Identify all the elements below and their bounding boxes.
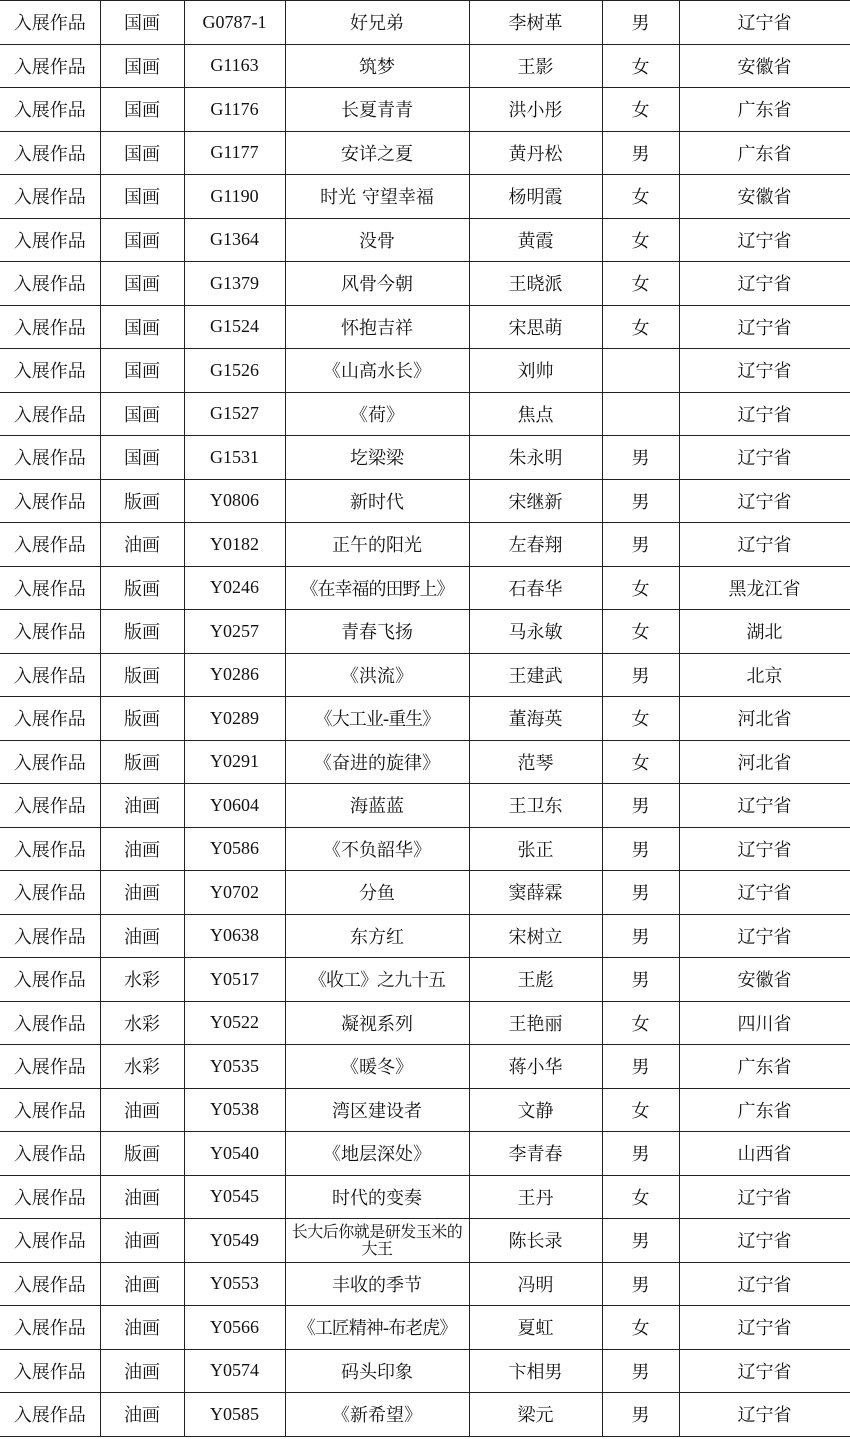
table-row xyxy=(0,523,850,567)
medium-cell: 油画 xyxy=(100,914,184,958)
gender-cell: 女 xyxy=(602,262,679,306)
province-cell: 辽宁省 xyxy=(679,523,850,567)
category-cell: 入展作品 xyxy=(0,305,100,349)
province-cell: 辽宁省 xyxy=(679,1175,850,1219)
category-cell: 入展作品 xyxy=(0,1262,100,1306)
artwork-title-cell: 《地层深处》 xyxy=(285,1132,469,1176)
category-cell: 入展作品 xyxy=(0,784,100,828)
artwork-title-cell: 《洪流》 xyxy=(285,653,469,697)
entry-code-cell: Y0553 xyxy=(184,1262,285,1306)
category-cell: 入展作品 xyxy=(0,1132,100,1176)
gender-cell: 男 xyxy=(602,784,679,828)
entry-code-cell: Y0604 xyxy=(184,784,285,828)
medium-cell: 国画 xyxy=(100,392,184,436)
entry-code-cell: G1176 xyxy=(184,88,285,132)
artist-name-cell: 洪小彤 xyxy=(469,88,602,132)
entry-code-cell: Y0638 xyxy=(184,914,285,958)
gender-cell: 男 xyxy=(602,1045,679,1089)
artwork-title-cell: 长夏青青 xyxy=(285,88,469,132)
category-cell: 入展作品 xyxy=(0,740,100,784)
entry-code-cell: Y0517 xyxy=(184,958,285,1002)
artwork-title-cell: 时代的变奏 xyxy=(285,1175,469,1219)
entry-code-cell: Y0522 xyxy=(184,1001,285,1045)
category-cell: 入展作品 xyxy=(0,349,100,393)
table-row xyxy=(0,871,850,915)
artwork-title-cell: 凝视系列 xyxy=(285,1001,469,1045)
medium-cell: 版画 xyxy=(100,697,184,741)
medium-cell: 国画 xyxy=(100,1,184,45)
medium-cell: 版画 xyxy=(100,740,184,784)
gender-cell: 男 xyxy=(602,1393,679,1437)
artwork-title-cell: 《奋进的旋律》 xyxy=(285,740,469,784)
artist-name-cell: 王彪 xyxy=(469,958,602,1002)
gender-cell: 男 xyxy=(602,479,679,523)
entry-code-cell: Y0538 xyxy=(184,1088,285,1132)
entry-code-cell: G1379 xyxy=(184,262,285,306)
medium-cell: 国画 xyxy=(100,305,184,349)
table-row xyxy=(0,218,850,262)
gender-cell: 女 xyxy=(602,610,679,654)
gender-cell: 男 xyxy=(602,871,679,915)
province-cell: 四川省 xyxy=(679,1001,850,1045)
entry-code-cell: Y0574 xyxy=(184,1349,285,1393)
medium-cell: 油画 xyxy=(100,871,184,915)
category-cell: 入展作品 xyxy=(0,610,100,654)
gender-cell xyxy=(602,392,679,436)
artist-name-cell: 冯明 xyxy=(469,1262,602,1306)
artist-name-cell: 卞相男 xyxy=(469,1349,602,1393)
table-row xyxy=(0,784,850,828)
province-cell: 广东省 xyxy=(679,131,850,175)
medium-cell: 油画 xyxy=(100,1175,184,1219)
artist-name-cell: 宋继新 xyxy=(469,479,602,523)
artwork-title-cell: 筑梦 xyxy=(285,44,469,88)
province-cell: 辽宁省 xyxy=(679,305,850,349)
artwork-title-cell: 好兄弟 xyxy=(285,1,469,45)
province-cell: 河北省 xyxy=(679,740,850,784)
artist-name-cell: 左春翔 xyxy=(469,523,602,567)
gender-cell: 男 xyxy=(602,523,679,567)
table-row xyxy=(0,740,850,784)
province-cell: 辽宁省 xyxy=(679,871,850,915)
gender-cell xyxy=(602,349,679,393)
category-cell: 入展作品 xyxy=(0,914,100,958)
category-cell: 入展作品 xyxy=(0,827,100,871)
province-cell: 广东省 xyxy=(679,88,850,132)
gender-cell: 男 xyxy=(602,436,679,480)
artist-name-cell: 文静 xyxy=(469,1088,602,1132)
category-cell: 入展作品 xyxy=(0,436,100,480)
table-row xyxy=(0,262,850,306)
artist-name-cell: 范琴 xyxy=(469,740,602,784)
entry-code-cell: Y0182 xyxy=(184,523,285,567)
entry-code-cell: Y0286 xyxy=(184,653,285,697)
medium-cell: 油画 xyxy=(100,1393,184,1437)
entry-code-cell: Y0585 xyxy=(184,1393,285,1437)
table-row xyxy=(0,392,850,436)
artist-name-cell: 蒋小华 xyxy=(469,1045,602,1089)
artist-name-cell: 王晓派 xyxy=(469,262,602,306)
entry-code-cell: Y0535 xyxy=(184,1045,285,1089)
entry-code-cell: G0787-1 xyxy=(184,1,285,45)
table-row xyxy=(0,44,850,88)
category-cell: 入展作品 xyxy=(0,1349,100,1393)
artwork-title-cell: 怀抱吉祥 xyxy=(285,305,469,349)
medium-cell: 国画 xyxy=(100,131,184,175)
artwork-title-cell: 分鱼 xyxy=(285,871,469,915)
entry-code-cell: Y0586 xyxy=(184,827,285,871)
category-cell: 入展作品 xyxy=(0,871,100,915)
entry-code-cell: G1163 xyxy=(184,44,285,88)
entry-code-cell: Y0806 xyxy=(184,479,285,523)
category-cell: 入展作品 xyxy=(0,1393,100,1437)
category-cell: 入展作品 xyxy=(0,1306,100,1350)
artist-name-cell: 张正 xyxy=(469,827,602,871)
category-cell: 入展作品 xyxy=(0,1045,100,1089)
gender-cell: 男 xyxy=(602,653,679,697)
province-cell: 安徽省 xyxy=(679,958,850,1002)
artist-name-cell: 陈长录 xyxy=(469,1219,602,1263)
medium-cell: 国画 xyxy=(100,44,184,88)
artist-name-cell: 王艳丽 xyxy=(469,1001,602,1045)
gender-cell: 女 xyxy=(602,566,679,610)
entry-code-cell: G1531 xyxy=(184,436,285,480)
table-body xyxy=(0,1,850,1437)
medium-cell: 版画 xyxy=(100,479,184,523)
table-row xyxy=(0,1219,850,1263)
medium-cell: 国画 xyxy=(100,88,184,132)
gender-cell: 女 xyxy=(602,88,679,132)
province-cell: 辽宁省 xyxy=(679,262,850,306)
table-row xyxy=(0,479,850,523)
artwork-title-cell: 丰收的季节 xyxy=(285,1262,469,1306)
category-cell: 入展作品 xyxy=(0,175,100,219)
province-cell: 辽宁省 xyxy=(679,1,850,45)
artwork-title-cell: 时光 守望幸福 xyxy=(285,175,469,219)
province-cell: 辽宁省 xyxy=(679,827,850,871)
artist-name-cell: 王丹 xyxy=(469,1175,602,1219)
province-cell: 辽宁省 xyxy=(679,1219,850,1263)
artwork-title-cell: 长大后你就是研发玉米的大王 xyxy=(285,1219,469,1263)
medium-cell: 油画 xyxy=(100,784,184,828)
gender-cell: 女 xyxy=(602,697,679,741)
category-cell: 入展作品 xyxy=(0,218,100,262)
medium-cell: 国画 xyxy=(100,218,184,262)
table-row xyxy=(0,1,850,45)
province-cell: 湖北 xyxy=(679,610,850,654)
artwork-title-cell: 没骨 xyxy=(285,218,469,262)
medium-cell: 油画 xyxy=(100,523,184,567)
table-row xyxy=(0,349,850,393)
category-cell: 入展作品 xyxy=(0,392,100,436)
medium-cell: 油画 xyxy=(100,1349,184,1393)
artwork-title-cell: 安详之夏 xyxy=(285,131,469,175)
table-row xyxy=(0,1393,850,1437)
artist-name-cell: 李青春 xyxy=(469,1132,602,1176)
artist-name-cell: 黄丹松 xyxy=(469,131,602,175)
category-cell: 入展作品 xyxy=(0,653,100,697)
artwork-title-cell: 《山高水长》 xyxy=(285,349,469,393)
artwork-title-cell: 《荷》 xyxy=(285,392,469,436)
province-cell: 安徽省 xyxy=(679,44,850,88)
medium-cell: 版画 xyxy=(100,653,184,697)
category-cell: 入展作品 xyxy=(0,1001,100,1045)
artist-name-cell: 马永敏 xyxy=(469,610,602,654)
province-cell: 广东省 xyxy=(679,1088,850,1132)
province-cell: 辽宁省 xyxy=(679,1349,850,1393)
province-cell: 安徽省 xyxy=(679,175,850,219)
medium-cell: 油画 xyxy=(100,1088,184,1132)
province-cell: 山西省 xyxy=(679,1132,850,1176)
gender-cell: 女 xyxy=(602,1306,679,1350)
medium-cell: 国画 xyxy=(100,349,184,393)
artist-name-cell: 焦点 xyxy=(469,392,602,436)
artist-name-cell: 朱永明 xyxy=(469,436,602,480)
table-row xyxy=(0,958,850,1002)
table-row xyxy=(0,88,850,132)
artist-name-cell: 王建武 xyxy=(469,653,602,697)
medium-cell: 油画 xyxy=(100,1262,184,1306)
entry-code-cell: G1527 xyxy=(184,392,285,436)
table-row xyxy=(0,436,850,480)
province-cell: 北京 xyxy=(679,653,850,697)
gender-cell: 女 xyxy=(602,305,679,349)
table-row xyxy=(0,1088,850,1132)
table-row xyxy=(0,131,850,175)
artwork-title-cell: 《不负韶华》 xyxy=(285,827,469,871)
province-cell: 辽宁省 xyxy=(679,1393,850,1437)
medium-cell: 水彩 xyxy=(100,1045,184,1089)
medium-cell: 国画 xyxy=(100,175,184,219)
province-cell: 辽宁省 xyxy=(679,436,850,480)
province-cell: 广东省 xyxy=(679,1045,850,1089)
category-cell: 入展作品 xyxy=(0,1088,100,1132)
category-cell: 入展作品 xyxy=(0,1219,100,1263)
gender-cell: 男 xyxy=(602,1,679,45)
entry-code-cell: G1190 xyxy=(184,175,285,219)
entry-code-cell: Y0291 xyxy=(184,740,285,784)
artist-name-cell: 杨明霞 xyxy=(469,175,602,219)
table-row xyxy=(0,697,850,741)
artist-name-cell: 黄霞 xyxy=(469,218,602,262)
medium-cell: 版画 xyxy=(100,1132,184,1176)
artist-name-cell: 宋树立 xyxy=(469,914,602,958)
table-row xyxy=(0,566,850,610)
province-cell: 河北省 xyxy=(679,697,850,741)
artwork-title-cell: 《在幸福的田野上》 xyxy=(285,566,469,610)
medium-cell: 油画 xyxy=(100,1306,184,1350)
medium-cell: 水彩 xyxy=(100,958,184,1002)
province-cell: 辽宁省 xyxy=(679,1262,850,1306)
province-cell: 辽宁省 xyxy=(679,349,850,393)
medium-cell: 版画 xyxy=(100,566,184,610)
gender-cell: 女 xyxy=(602,218,679,262)
gender-cell: 男 xyxy=(602,1219,679,1263)
province-cell: 辽宁省 xyxy=(679,784,850,828)
artist-name-cell: 夏虹 xyxy=(469,1306,602,1350)
artwork-title-cell: 《新希望》 xyxy=(285,1393,469,1437)
medium-cell: 油画 xyxy=(100,827,184,871)
gender-cell: 男 xyxy=(602,914,679,958)
province-cell: 辽宁省 xyxy=(679,479,850,523)
entry-code-cell: Y0257 xyxy=(184,610,285,654)
entry-code-cell: G1177 xyxy=(184,131,285,175)
gender-cell: 女 xyxy=(602,44,679,88)
artist-name-cell: 王影 xyxy=(469,44,602,88)
category-cell: 入展作品 xyxy=(0,566,100,610)
gender-cell: 男 xyxy=(602,131,679,175)
entry-code-cell: Y0540 xyxy=(184,1132,285,1176)
table-row xyxy=(0,1001,850,1045)
gender-cell: 男 xyxy=(602,1262,679,1306)
gender-cell: 男 xyxy=(602,1132,679,1176)
table-row xyxy=(0,1349,850,1393)
entry-code-cell: G1526 xyxy=(184,349,285,393)
artwork-title-cell: 圪梁梁 xyxy=(285,436,469,480)
artist-name-cell: 刘帅 xyxy=(469,349,602,393)
medium-cell: 版画 xyxy=(100,610,184,654)
province-cell: 黑龙江省 xyxy=(679,566,850,610)
table-row xyxy=(0,1175,850,1219)
gender-cell: 女 xyxy=(602,1175,679,1219)
gender-cell: 男 xyxy=(602,958,679,1002)
table-row xyxy=(0,914,850,958)
artist-name-cell: 李树革 xyxy=(469,1,602,45)
artwork-title-cell: 东方红 xyxy=(285,914,469,958)
category-cell: 入展作品 xyxy=(0,131,100,175)
artwork-title-cell: 湾区建设者 xyxy=(285,1088,469,1132)
province-cell: 辽宁省 xyxy=(679,914,850,958)
artist-name-cell: 窦薛霖 xyxy=(469,871,602,915)
entry-code-cell: Y0545 xyxy=(184,1175,285,1219)
entry-code-cell: G1364 xyxy=(184,218,285,262)
artist-name-cell: 梁元 xyxy=(469,1393,602,1437)
category-cell: 入展作品 xyxy=(0,88,100,132)
medium-cell: 水彩 xyxy=(100,1001,184,1045)
table-row xyxy=(0,175,850,219)
gender-cell: 女 xyxy=(602,1088,679,1132)
gender-cell: 女 xyxy=(602,1001,679,1045)
medium-cell: 油画 xyxy=(100,1219,184,1263)
category-cell: 入展作品 xyxy=(0,1,100,45)
category-cell: 入展作品 xyxy=(0,1175,100,1219)
artist-name-cell: 董海英 xyxy=(469,697,602,741)
table-row xyxy=(0,610,850,654)
gender-cell: 女 xyxy=(602,740,679,784)
entry-code-cell: Y0289 xyxy=(184,697,285,741)
medium-cell: 国画 xyxy=(100,262,184,306)
table-row xyxy=(0,1132,850,1176)
entry-code-cell: Y0549 xyxy=(184,1219,285,1263)
entry-code-cell: Y0702 xyxy=(184,871,285,915)
table-row xyxy=(0,653,850,697)
artwork-title-cell: 码头印象 xyxy=(285,1349,469,1393)
province-cell: 辽宁省 xyxy=(679,218,850,262)
category-cell: 入展作品 xyxy=(0,523,100,567)
category-cell: 入展作品 xyxy=(0,44,100,88)
artwork-title-cell: 新时代 xyxy=(285,479,469,523)
entry-code-cell: G1524 xyxy=(184,305,285,349)
category-cell: 入展作品 xyxy=(0,262,100,306)
entry-code-cell: Y0566 xyxy=(184,1306,285,1350)
table-row xyxy=(0,1045,850,1089)
category-cell: 入展作品 xyxy=(0,697,100,741)
artwork-title-cell: 青春飞扬 xyxy=(285,610,469,654)
medium-cell: 国画 xyxy=(100,436,184,480)
province-cell: 辽宁省 xyxy=(679,392,850,436)
category-cell: 入展作品 xyxy=(0,479,100,523)
gender-cell: 女 xyxy=(602,175,679,219)
artist-name-cell: 石春华 xyxy=(469,566,602,610)
artwork-title-cell: 风骨今朝 xyxy=(285,262,469,306)
artwork-title-cell: 《工匠精神-布老虎》 xyxy=(285,1306,469,1350)
table-row xyxy=(0,827,850,871)
artist-name-cell: 王卫东 xyxy=(469,784,602,828)
artwork-title-cell: 《暖冬》 xyxy=(285,1045,469,1089)
category-cell: 入展作品 xyxy=(0,958,100,1002)
artwork-title-cell: 《大工业-重生》 xyxy=(285,697,469,741)
gender-cell: 男 xyxy=(602,827,679,871)
table-row xyxy=(0,305,850,349)
artwork-title-cell: 《收工》之九十五 xyxy=(285,958,469,1002)
gender-cell: 男 xyxy=(602,1349,679,1393)
province-cell: 辽宁省 xyxy=(679,1306,850,1350)
artwork-title-cell: 正午的阳光 xyxy=(285,523,469,567)
table-row xyxy=(0,1306,850,1350)
table-row xyxy=(0,1262,850,1306)
artist-name-cell: 宋思萌 xyxy=(469,305,602,349)
entry-code-cell: Y0246 xyxy=(184,566,285,610)
artwork-title-cell: 海蓝蓝 xyxy=(285,784,469,828)
